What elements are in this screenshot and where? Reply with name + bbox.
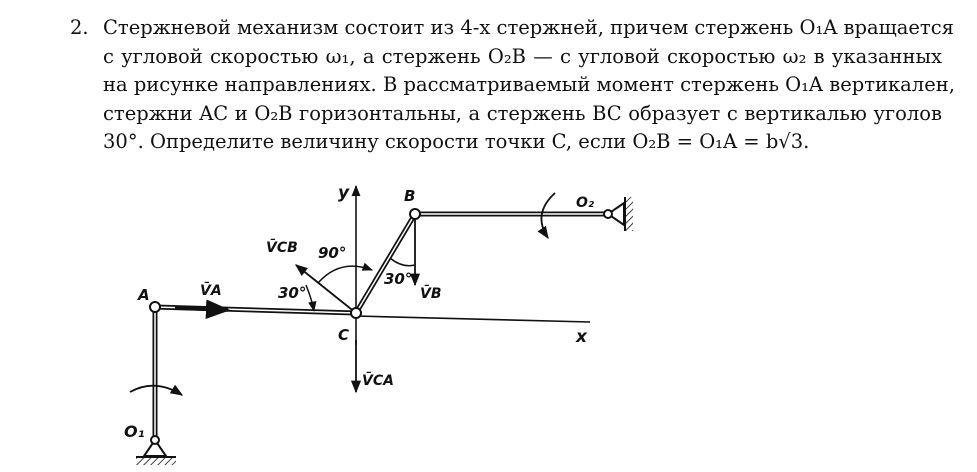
x-axis [356,316,590,322]
angle-arc-90 [318,266,372,283]
label-vb: V̄B [420,286,442,302]
problem-line-4: стержни AC и O₂B горизонтальны, а стержень BC образует с вертикалью уголов [103,101,942,125]
label-c: C [338,326,350,344]
label-angle-90: 90° [318,244,347,262]
velocity-va-arrow [175,308,228,310]
label-y: y [338,183,350,203]
label-b: B [404,187,416,205]
label-a: A [138,286,150,304]
joint-c [351,308,361,318]
label-angle-30-right: 30° [384,270,413,288]
label-va: V̄A [200,283,222,299]
problem-line-5: 30°. Определите величину скорости точки C, если O₂B = O₁A = b√3. [103,130,810,153]
problem-line-3: на рисунке направлениях. В рассматриваемый момент стержень O₁A вертикален, [103,73,955,96]
problem-number: 2. [70,16,89,39]
problem-line-2: с угловой скоростью ω₁, а стержень O₂B — с угловой скоростью ω₂ в указанных [103,44,942,68]
label-o1: O₁ [124,422,145,441]
support-o2 [604,197,633,231]
label-o2: O₂ [576,195,595,211]
label-angle-30-left: 30° [278,284,307,302]
label-x: x [576,327,587,347]
problem-line-1: Стержневой механизм состоит из 4-х стержней, причем стержень O₁A вращается [103,16,954,39]
label-vca: V̄CA [362,373,394,389]
label-vcb: V̄CB [266,240,298,256]
angle-arc-30-left [306,285,314,311]
joint-b [410,209,420,219]
angle-arc-30-right [390,258,415,266]
joint-a [150,302,160,312]
